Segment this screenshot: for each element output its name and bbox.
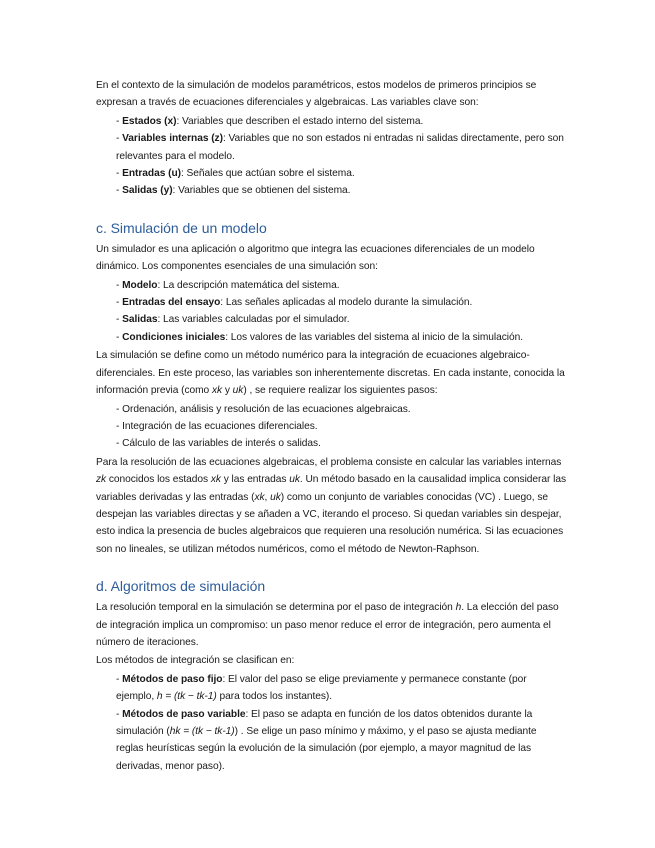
list-text: : Los valores de las variables del sistema al inicio de la simulación. [225, 331, 523, 343]
steps-list [96, 401, 566, 453]
variables-list [96, 113, 566, 200]
list-term: Modelo [122, 279, 158, 291]
list-item: - Métodos de paso fijo: El valor del paso se elige previamente y permanece constante (por ejemplo, h = (tk − tk-1) para todos los instantes). [116, 673, 527, 703]
text-run: : El valor del paso se elige previamente y permanece constante (por ejemplo, [116, 673, 527, 703]
math-var: uk [270, 491, 281, 503]
text-run: , [264, 491, 271, 503]
math-var: xk [211, 385, 223, 397]
math-formula: hk = (tk − tk-1) [169, 726, 235, 737]
section-c-paragraph-2 [96, 347, 566, 399]
list-text: : Las señales aplicadas al modelo durante la simulación. [220, 297, 473, 309]
list-term: Variables internas (z) [122, 133, 223, 145]
methods-list [96, 671, 566, 775]
text-run: . La elección del paso de integración implica un compromiso: un paso menor reduce el error de integración, pero aumenta el número de iteraciones. [96, 602, 559, 648]
list-term: Métodos de paso variable [122, 708, 246, 720]
list-item: - Salidas (y): Variables que se obtienen del sistema. [116, 185, 351, 197]
text-run: conocidos los estados [106, 474, 211, 486]
text-run: : El paso se adapta en función de los datos obtenidos durante la simulación ( [116, 708, 533, 737]
list-item: - Variables internas (z): Variables que no son estados ni entradas ni salidas directamente, pero son relevantes para el modelo. [116, 133, 564, 162]
section-heading-c: c. Simulación de un modelo [96, 219, 267, 236]
list-text: : Variables que no son estados ni entradas ni salidas directamente, pero son relevantes para el modelo. [116, 133, 564, 162]
section-c-paragraph-3 [96, 454, 566, 558]
text-run: para todos los instantes). [216, 691, 333, 703]
text-run: . Un método basado en la causalidad implica considerar las variables derivadas y las entradas ( [96, 474, 566, 503]
math-var: h [455, 602, 462, 614]
list-term: Condiciones iniciales [122, 331, 226, 343]
list-term: Entradas (u) [122, 168, 181, 180]
math-var: xk [254, 491, 265, 503]
list-item: - Estados (x): Variables que describen el estado interno del sistema. [116, 115, 424, 127]
section-d-paragraph-1 [96, 599, 566, 651]
list-term: Estados (x) [122, 115, 177, 127]
math-var: zk [96, 474, 107, 486]
list-item: - Ordenación, análisis y resolución de las ecuaciones algebraicas. [116, 403, 411, 415]
intro-paragraph: En el contexto de la simulación de modelos paramétricos, estos modelos de primeros principios se expresan a través de ecuaciones diferenciales y algebraicas. Las variables clave son: [96, 80, 537, 109]
list-term: Métodos de paso fijo [122, 673, 223, 685]
list-text: : Las variables calculadas por el simulador. [157, 314, 350, 326]
section-c-paragraph-1: Un simulador es una aplicación o algoritmo que integra las ecuaciones diferenciales de un modelo dinámico. Los componentes esenciales de una simulación son: [96, 243, 535, 273]
list-item: - Entradas (u): Señales que actúan sobre el sistema. [116, 168, 355, 180]
list-text: : Variables que describen el estado interno del sistema. [176, 115, 424, 127]
text-run: y las entradas [220, 474, 290, 486]
list-term: Salidas (y) [122, 185, 173, 197]
list-item: - Entradas del ensayo: Las señales aplicadas al modelo durante la simulación. [116, 297, 473, 309]
list-item: - Cálculo de las variables de interés o salidas. [116, 438, 321, 450]
text-run: Para la resolución de las ecuaciones algebraicas, el problema consiste en calcular las variables internas [96, 456, 562, 468]
text-run: ) . Se elige un paso mínimo y máximo, y el paso se ajusta mediante reglas heurísticas según la evolución de la simulación (por ejemplo, a mayor magnitud de las derivadas, menor paso). [116, 726, 537, 772]
section-d-paragraph-2: Los métodos de integración se clasifican en: [96, 655, 295, 667]
list-term: Entradas del ensayo [122, 297, 221, 309]
list-item: - Condiciones iniciales: Los valores de las variables del sistema al inicio de la simulación. [116, 331, 523, 343]
list-text: : La descripción matemática del sistema. [157, 279, 340, 291]
math-var: xk [210, 474, 221, 486]
list-item: - Modelo: La descripción matemática del sistema. [116, 279, 340, 291]
list-item: - Salidas: Las variables calculadas por el simulador. [116, 314, 350, 326]
list-term: Salidas [122, 314, 158, 326]
text-run: ) como un conjunto de variables conocidas (VC) . Luego, se despejan las variables directas y se añaden a VC, iterando el proceso. Si quedan variables sin despejar, esto indica la presencia de bucles algebraicos que requieren una resolución numérica. Si las ecuaciones son no lineales, se utilizan métodos numéricos, como el método de Newton-Raphson. [96, 491, 564, 555]
text-run: y [222, 385, 233, 397]
math-var: uk [232, 385, 244, 397]
math-formula: h = (tk − tk-1) [156, 691, 217, 703]
list-item: - Integración de las ecuaciones diferenciales. [116, 420, 318, 432]
document-body [96, 77, 566, 776]
text-run: La resolución temporal en la simulación se determina por el paso de integración [96, 602, 456, 614]
text-run: La simulación se define como un método numérico para la integración de ecuaciones algebraico-diferenciales. En este proceso, las variables son inherentemente discretas. En cada instante, conocida la información previa (como [96, 350, 565, 397]
list-text: : Variables que se obtienen del sistema. [172, 185, 351, 197]
components-list [96, 277, 566, 347]
list-item: - Métodos de paso variable: El paso se adapta en función de los datos obtenidos durante la simulación (hk = (tk − tk-1)) . Se elige un paso mínimo y máximo, y el paso se ajusta mediante reglas heurísticas según la evolución de la simulación (por ejemplo, a mayor magnitud de las derivadas, menor paso). [116, 708, 537, 772]
math-var: uk [289, 474, 300, 486]
section-heading-d: d. Algoritmos de simulación [96, 578, 266, 595]
list-text: : Señales que actúan sobre el sistema. [180, 168, 355, 180]
text-run: ) , se requiere realizar los siguientes pasos: [243, 385, 438, 397]
